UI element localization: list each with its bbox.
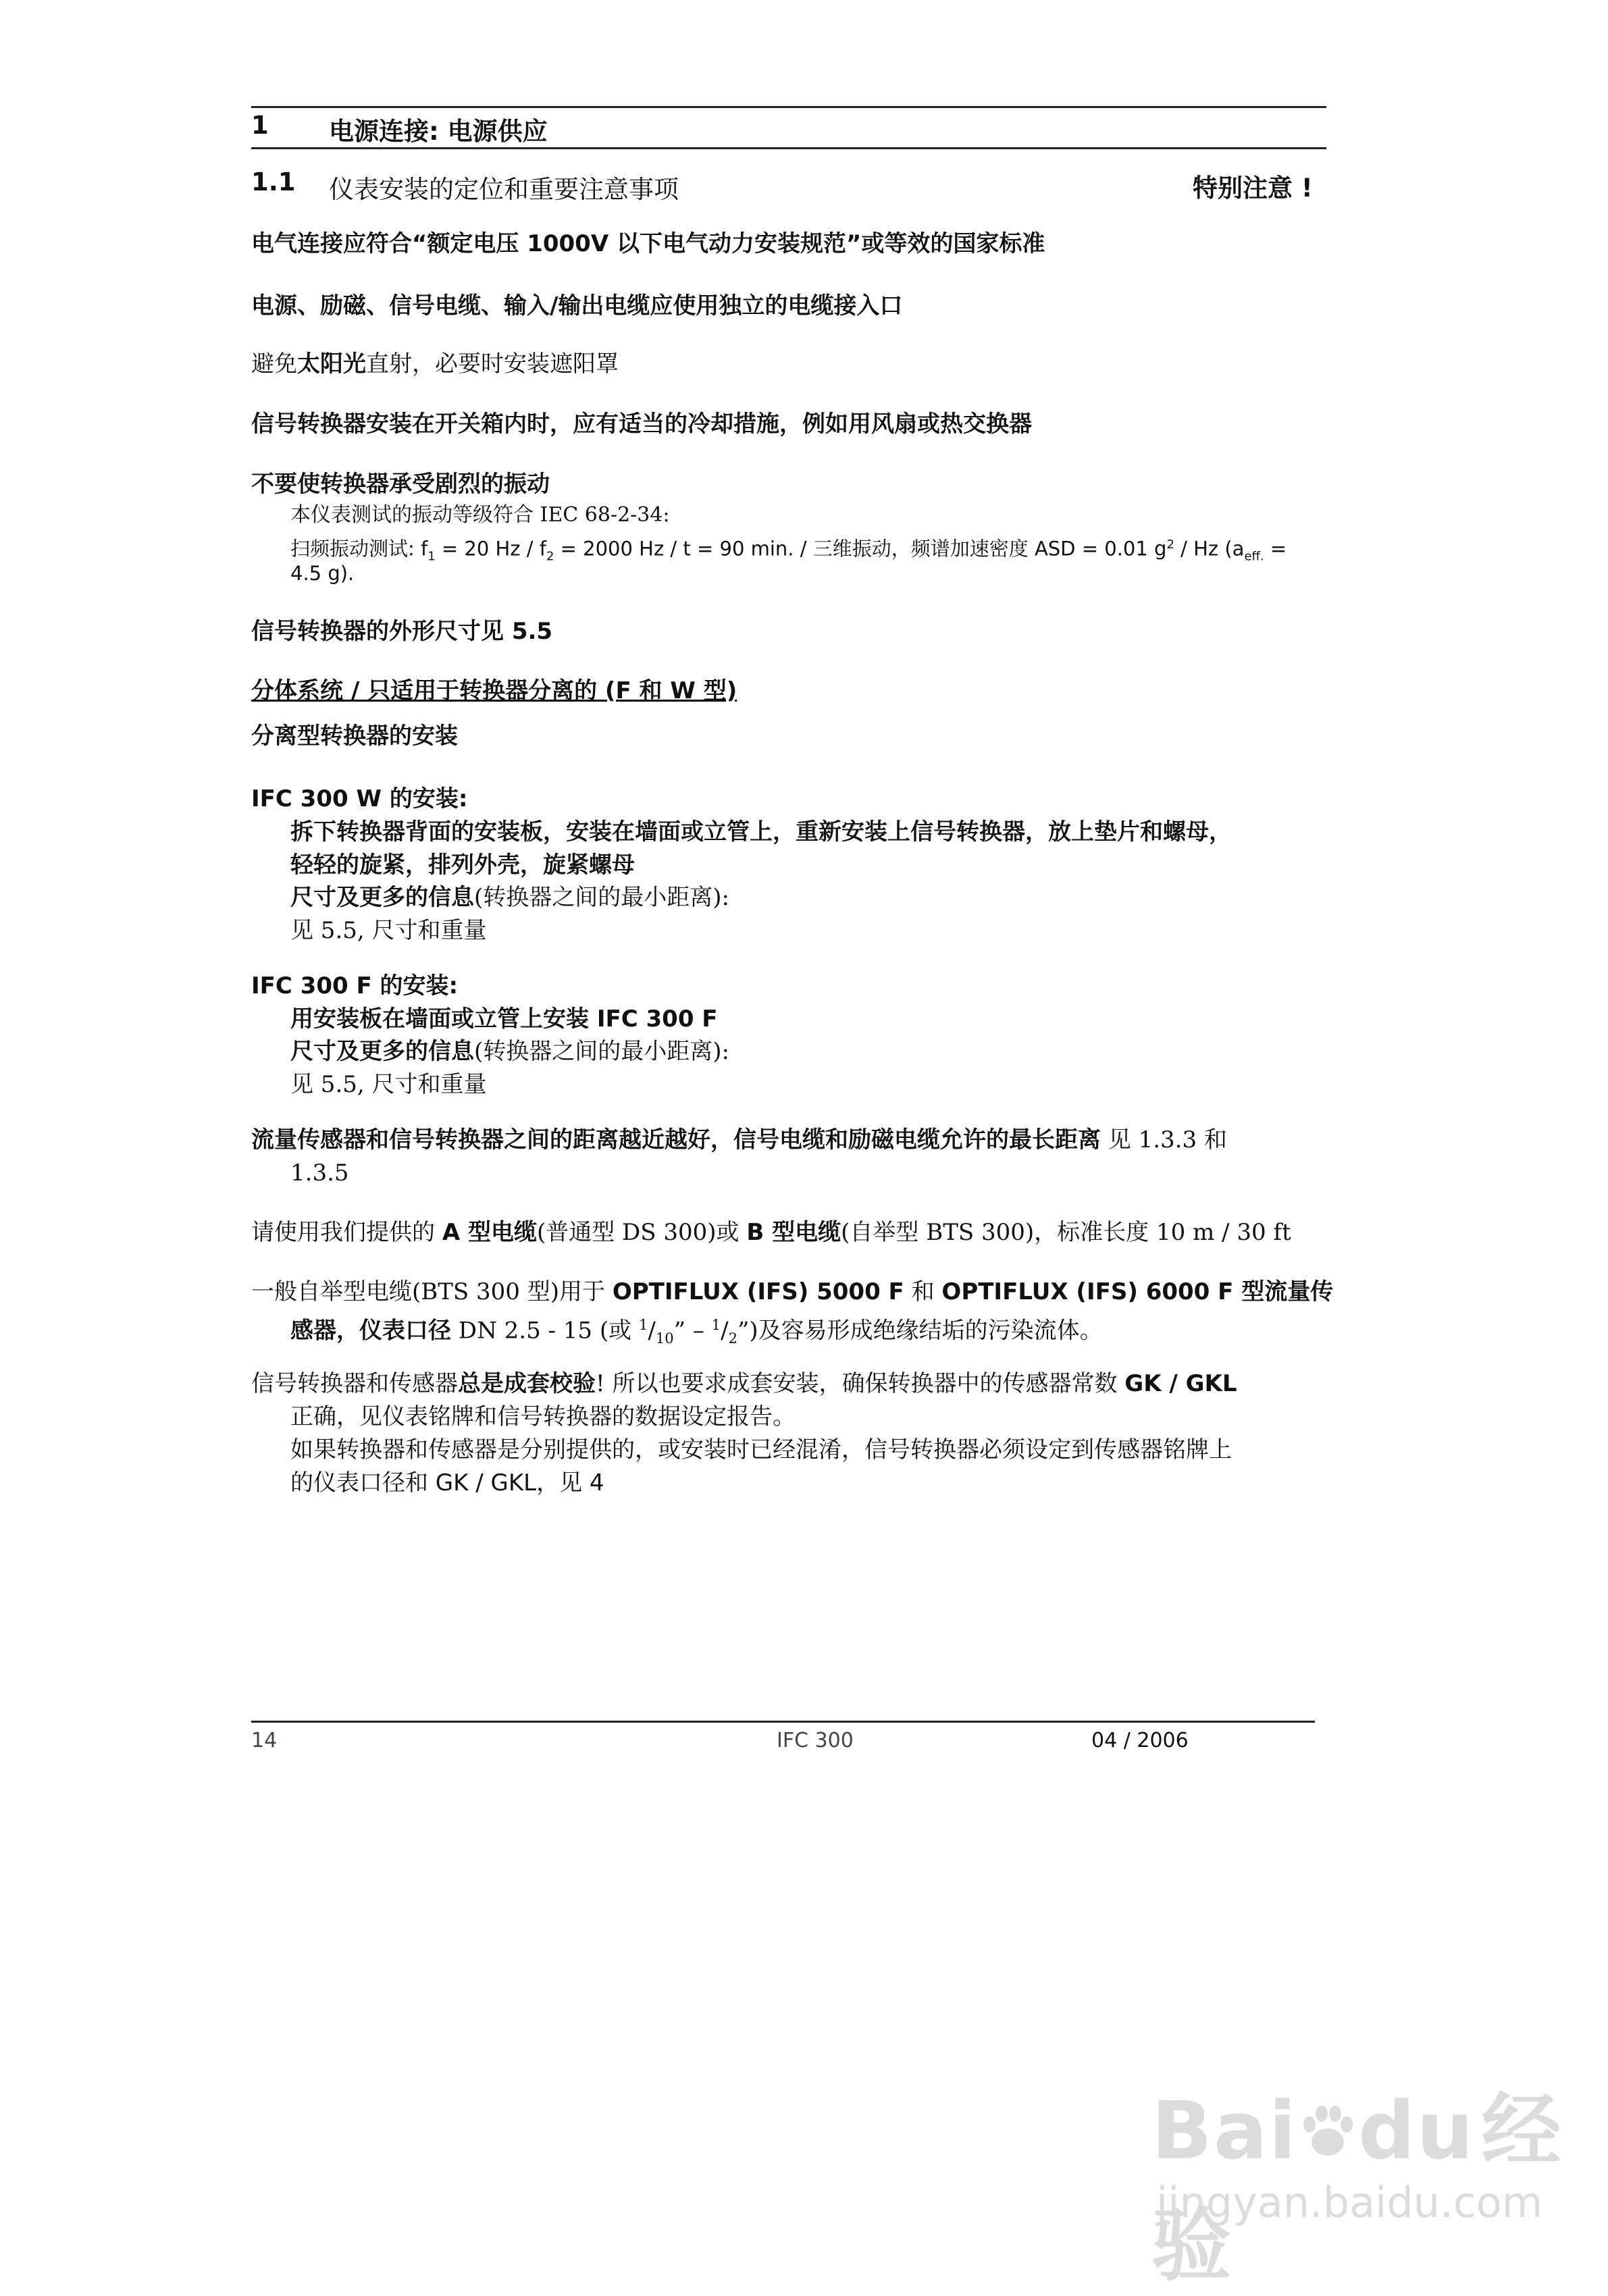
page-number: 14	[251, 1729, 278, 1752]
vibration-standard: 本仪表测试的振动等级符合 IEC 68-2-34:	[290, 503, 670, 527]
para-dimensions: 信号转换器的外形尺寸见 5.5	[251, 618, 553, 645]
para-cooling: 信号转换器安装在开关箱内时，应有适当的冷却措施，例如用风扇或热交换器	[251, 411, 1032, 438]
ifc300w-line1: 拆下转换器背面的安装板，安装在墙面或立管上，重新安装上信号转换器，放上垫片和螺母，	[290, 818, 1232, 845]
para-calibration: 信号转换器和传感器总是成套校验! 所以也要求成套安装，确保转换器中的传感器常数 GK / GKL	[251, 1370, 1237, 1397]
footer-product: IFC 300	[777, 1729, 854, 1752]
para-cables: 请使用我们提供的 A 型电缆(普通型 DS 300)或 B 型电缆(自举型 BTS 300)，标准长度 10 m / 30 ft	[251, 1219, 1291, 1246]
section-number: 1.1	[251, 167, 296, 197]
para-bts-cable: 一般自举型电缆(BTS 300 型)用于 OPTIFLUX (IFS) 5000 F 和 OPTIFLUX (IFS) 6000 F 型流量传	[251, 1278, 1334, 1305]
para-vibration: 不要使转换器承受剧烈的振动	[251, 471, 550, 498]
para-remote-system: 分体系统 / 只适用于转换器分离的 (F 和 W 型)	[251, 677, 737, 704]
para-bts-cable-cont: 感器，仪表口径 DN 2.5 - 15 (或 $^1/_{10}$” – $^1/_2$”)及容易形成绝缘结垢的污染流体。	[290, 1316, 1103, 1347]
top-rule	[251, 106, 1326, 108]
section-title: 仪表安装的定位和重要注意事项	[329, 175, 679, 204]
footer-rule	[251, 1721, 1315, 1723]
para-sunlight: 避免太阳光直射，必要时安装遮阳罩	[251, 350, 619, 377]
para-calibration-2: 正确，见仪表铭牌和信号转换器的数据设定报告。	[290, 1403, 796, 1430]
watermark-logo: Bai du经验	[1151, 2084, 1563, 2292]
vibration-test: 扫频振动测试: $f_1 = 20$ $Hz / f_2 = 2000$ Hz / t = 90 min. / 三维振动，频谱加速密度 ASD = 0.01 $g^2$ / Hz ($a_{eff.}$ =	[290, 537, 1287, 564]
para-remote-install: 分离型转换器的安装	[251, 723, 458, 750]
chapter-number: 1	[251, 111, 269, 140]
ifc300w-line2: 轻轻的旋紧，排列外壳，旋紧螺母	[290, 852, 635, 879]
chapter-title: 电源连接: 电源供应	[329, 117, 548, 146]
paw-icon	[1297, 2088, 1358, 2149]
ifc300f-line1: 用安装板在墙面或立管上安装 IFC 300 F	[290, 1006, 718, 1033]
watermark-url: jingyan.baidu.com	[1156, 2178, 1543, 2227]
para-distance-cont: 1.3.5	[290, 1159, 349, 1186]
ifc300w-line3: 尺寸及更多的信息(转换器之间的最小距离):	[290, 884, 729, 911]
para-calibration-3: 如果转换器和传感器是分别提供的，或安装时已经混淆，信号转换器必须设定到传感器铭牌上	[290, 1436, 1232, 1463]
ifc300f-line3: 见 5.5, 尺寸和重量	[290, 1071, 487, 1098]
ifc300w-title: IFC 300 W 的安装:	[251, 785, 468, 812]
ifc300f-title: IFC 300 F 的安装:	[251, 972, 459, 999]
para-voltage: 电气连接应符合“额定电压 1000V 以下电气动力安装规范”或等效的国家标准	[251, 230, 1045, 257]
footer-date: 04 / 2006	[1091, 1729, 1189, 1752]
ifc300w-line4: 见 5.5, 尺寸和重量	[290, 917, 487, 944]
special-note: 特别注意 !	[1193, 174, 1313, 203]
para-cable-entries: 电源、励磁、信号电缆、输入/输出电缆应使用独立的电缆接入口	[251, 292, 903, 319]
vibration-test-cont: 4.5 g).	[290, 562, 355, 585]
para-calibration-4: 的仪表口径和 GK / GKL，见 4	[290, 1469, 604, 1496]
ifc300f-line2: 尺寸及更多的信息(转换器之间的最小距离):	[290, 1038, 729, 1065]
chapter-rule	[251, 147, 1326, 149]
para-distance: 流量传感器和信号转换器之间的距离越近越好，信号电缆和励磁电缆允许的最长距离 见 1.3.3 和	[251, 1126, 1227, 1153]
